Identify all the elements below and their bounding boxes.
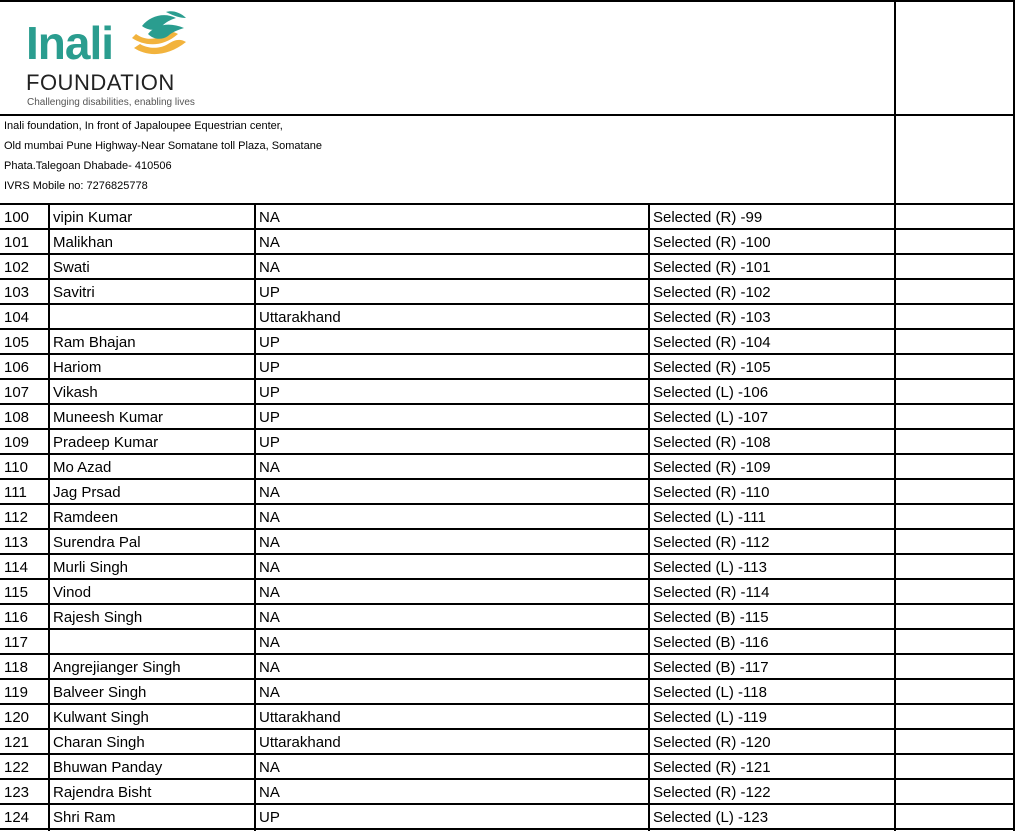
- row-number-cell: 120: [4, 709, 30, 726]
- row-number-cell: 102: [4, 259, 30, 276]
- status-cell: Selected (R) -99: [653, 209, 763, 226]
- table-row: [0, 455, 1015, 480]
- name-cell: Angrejianger Singh: [53, 659, 181, 676]
- status-cell: Selected (R) -122: [653, 784, 771, 801]
- name-cell: Pradeep Kumar: [53, 434, 159, 451]
- table-row: [0, 355, 1015, 380]
- name-cell: Rajesh Singh: [53, 609, 143, 626]
- row-number-cell: 118: [4, 659, 28, 676]
- table-row: [0, 805, 1015, 830]
- row-number-cell: 124: [4, 809, 30, 826]
- name-cell: Muneesh Kumar: [53, 409, 164, 426]
- state-cell: Uttarakhand: [259, 734, 341, 751]
- row-number-cell: 105: [4, 334, 30, 351]
- row-number-cell: 101: [4, 234, 30, 251]
- table-row: [0, 255, 1015, 280]
- row-number-cell: 108: [4, 409, 30, 426]
- name-cell: Swati: [53, 259, 90, 276]
- state-cell: NA: [259, 609, 280, 626]
- table-row: [0, 380, 1015, 405]
- row-number-cell: 110: [4, 459, 28, 476]
- row-number-cell: 116: [4, 609, 28, 626]
- name-cell: Savitri: [53, 284, 95, 301]
- table-row: [0, 580, 1015, 605]
- table-row: [0, 730, 1015, 755]
- status-cell: Selected (L) -111: [653, 509, 766, 526]
- name-cell: vipin Kumar: [53, 209, 133, 226]
- state-cell: NA: [259, 234, 280, 251]
- state-cell: UP: [259, 384, 280, 401]
- table-row: [0, 505, 1015, 530]
- status-cell: Selected (R) -102: [653, 284, 771, 301]
- status-cell: Selected (L) -119: [653, 709, 767, 726]
- logo-foundation-text: FOUNDATION: [26, 70, 175, 95]
- name-cell: Ram Bhajan: [53, 334, 136, 351]
- status-cell: Selected (R) -100: [653, 234, 771, 251]
- row-number-cell: 119: [4, 684, 28, 701]
- status-cell: Selected (B) -115: [653, 609, 769, 626]
- row-number-cell: 109: [4, 434, 30, 451]
- status-cell: Selected (L) -113: [653, 559, 767, 576]
- name-cell: Ramdeen: [53, 509, 119, 526]
- row-number-cell: 114: [4, 559, 28, 576]
- state-cell: UP: [259, 409, 280, 426]
- name-cell: Bhuwan Panday: [53, 759, 163, 776]
- name-cell: Shri Ram: [53, 809, 116, 826]
- table-row: [0, 705, 1015, 730]
- row-number-cell: 115: [4, 584, 28, 601]
- name-cell: Surendra Pal: [53, 534, 141, 551]
- status-cell: Selected (R) -120: [653, 734, 771, 751]
- status-cell: Selected (B) -116: [653, 634, 769, 651]
- row-number-cell: 103: [4, 284, 30, 301]
- status-cell: Selected (R) -104: [653, 334, 771, 351]
- address-line: IVRS Mobile no: 7276825778: [4, 180, 148, 192]
- row-number-cell: 107: [4, 384, 30, 401]
- address-line: Phata.Talegoan Dhabade- 410506: [4, 160, 172, 172]
- table-row: [0, 755, 1015, 780]
- table-row: [0, 205, 1015, 230]
- state-cell: NA: [259, 534, 280, 551]
- state-cell: NA: [259, 209, 280, 226]
- status-cell: Selected (R) -101: [653, 259, 771, 276]
- table-row: [0, 630, 1015, 655]
- state-cell: UP: [259, 334, 280, 351]
- inali-logo: [0, 0, 215, 112]
- row-number-cell: 121: [4, 734, 30, 751]
- state-cell: NA: [259, 459, 280, 476]
- name-cell: Malikhan: [53, 234, 114, 251]
- state-cell: NA: [259, 634, 280, 651]
- status-cell: Selected (R) -110: [653, 484, 770, 501]
- table-row: [0, 780, 1015, 805]
- address-block: [4, 116, 322, 196]
- status-cell: Selected (R) -112: [653, 534, 770, 551]
- status-cell: Selected (L) -106: [653, 384, 769, 401]
- grid-border-top: [0, 0, 1015, 2]
- row-number-cell: 112: [4, 509, 28, 526]
- status-cell: Selected (R) -108: [653, 434, 771, 451]
- logo-wordmark: Inali: [26, 17, 114, 69]
- table-row: [0, 230, 1015, 255]
- state-cell: NA: [259, 509, 280, 526]
- table-row: [0, 530, 1015, 555]
- state-cell: NA: [259, 659, 280, 676]
- row-number-cell: 100: [4, 209, 30, 226]
- table-row: [0, 555, 1015, 580]
- row-number-cell: 111: [4, 484, 27, 501]
- name-cell: Mo Azad: [53, 459, 112, 476]
- status-cell: Selected (R) -121: [653, 759, 771, 776]
- state-cell: UP: [259, 284, 280, 301]
- name-cell: [53, 630, 251, 655]
- name-cell: Murli Singh: [53, 559, 129, 576]
- name-cell: Jag Prsad: [53, 484, 121, 501]
- state-cell: NA: [259, 759, 280, 776]
- status-cell: Selected (B) -117: [653, 659, 769, 676]
- status-cell: Selected (R) -103: [653, 309, 771, 326]
- state-cell: Uttarakhand: [259, 309, 341, 326]
- status-cell: Selected (L) -123: [653, 809, 769, 826]
- status-cell: Selected (L) -118: [653, 684, 767, 701]
- grid-line-header: [0, 114, 1015, 116]
- name-cell: Hariom: [53, 359, 102, 376]
- state-cell: NA: [259, 484, 280, 501]
- status-cell: Selected (L) -107: [653, 409, 769, 426]
- state-cell: NA: [259, 784, 280, 801]
- table-row: [0, 405, 1015, 430]
- row-number-cell: 106: [4, 359, 30, 376]
- status-cell: Selected (R) -109: [653, 459, 771, 476]
- state-cell: UP: [259, 434, 280, 451]
- logo-tagline: Challenging disabilities, enabling lives: [27, 97, 195, 108]
- table-row: [0, 655, 1015, 680]
- state-cell: NA: [259, 559, 280, 576]
- hands-logo-icon: [128, 8, 192, 66]
- status-cell: Selected (R) -114: [653, 584, 770, 601]
- row-number-cell: 104: [4, 309, 30, 326]
- row-number-cell: 122: [4, 759, 30, 776]
- state-cell: NA: [259, 259, 280, 276]
- state-cell: UP: [259, 359, 280, 376]
- table-row: [0, 480, 1015, 505]
- state-cell: NA: [259, 584, 280, 601]
- name-cell: Vinod: [53, 584, 92, 601]
- table-row: [0, 605, 1015, 630]
- name-cell: Balveer Singh: [53, 684, 147, 701]
- table-row: [0, 330, 1015, 355]
- state-cell: NA: [259, 684, 280, 701]
- state-cell: UP: [259, 809, 280, 826]
- table-row: [0, 305, 1015, 330]
- state-cell: Uttarakhand: [259, 709, 341, 726]
- table-row: [0, 680, 1015, 705]
- name-cell: Rajendra Bisht: [53, 784, 152, 801]
- name-cell: Charan Singh: [53, 734, 145, 751]
- table-row: [0, 430, 1015, 455]
- name-cell: [53, 305, 251, 330]
- name-cell: Vikash: [53, 384, 98, 401]
- address-line: Old mumbai Pune Highway-Near Somatane toll Plaza, Somatane: [4, 140, 322, 152]
- row-number-cell: 117: [4, 634, 28, 651]
- row-number-cell: 123: [4, 784, 30, 801]
- row-number-cell: 113: [4, 534, 28, 551]
- name-cell: Kulwant Singh: [53, 709, 149, 726]
- address-line: Inali foundation, In front of Japaloupee Equestrian center,: [4, 120, 283, 132]
- status-cell: Selected (R) -105: [653, 359, 771, 376]
- table-row: [0, 280, 1015, 305]
